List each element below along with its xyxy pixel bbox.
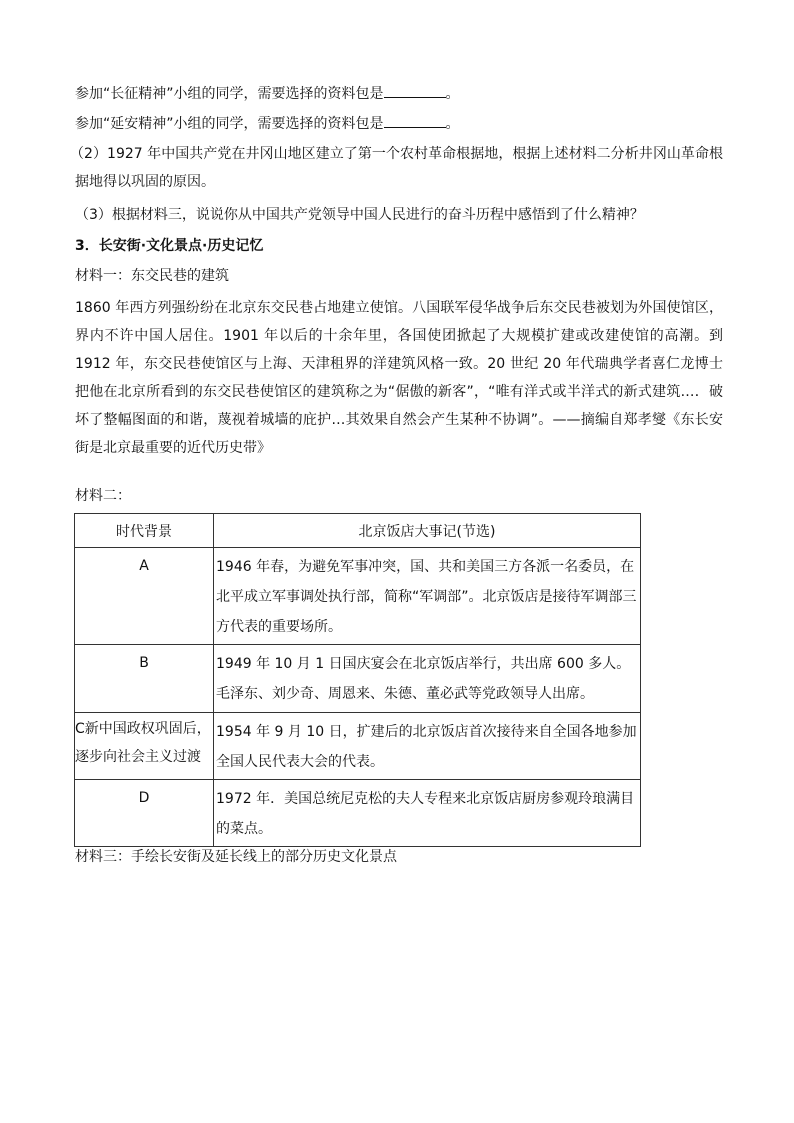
table-cell-background: A	[75, 548, 214, 645]
question-yanan-line	[75, 113, 460, 134]
table-cell-event: 1954 年 9 月 10 日，扩建后的北京饭店首次接待来自全国各地参加全国人民代表大会的代表。	[214, 713, 641, 780]
table-cell-background: C新中国政权巩固后，逐步向社会主义过渡	[75, 713, 214, 780]
question-long-march-text: 参加“长征精神”小组的同学，需要选择的资料包是	[75, 86, 384, 102]
question-long-march-line	[75, 83, 460, 104]
answer-blank-long-march[interactable]	[384, 83, 446, 98]
table-row	[75, 645, 641, 713]
table-cell-background: B	[75, 645, 214, 713]
question-3: （3）根据材料三，说说你从中国共产党领导中国人民进行的奋斗历程中感悟到了什么精神？	[75, 207, 644, 223]
material-1-text: 1860 年西方列强纷纷在北京东交民巷占地建立使馆。八国联军侵华战争后东交民巷被划为外国使馆区，界内不许中国人居住。1901 年以后的十余年里，各国使团掀起了大规模扩建或改建使馆的高潮。到 1912 年，东交民巷使馆区与上海、天津租界的洋建筑风格一致。20 世纪 20 年代瑞典学者喜仁龙博士把他在北京所看到的东交民巷使馆区的建筑称之为“倨傲的新客”，“唯有洋式或半洋式的新式建筑…．破坏了整幅图面的和谐，蔑视着城墙的庇护…其效果自然会产生某种不协调”。——摘编自郑孝燮《东长安街是北京最重要的近代历史带》	[75, 300, 723, 456]
section-3-title: 3．长安街·文化景点·历史记忆	[75, 238, 264, 254]
table-cell-background: D	[75, 780, 214, 847]
material-1-label: 材料一：东交民巷的建筑	[75, 268, 229, 284]
table-header-background: 时代背景	[75, 514, 214, 548]
table-cell-event: 1949 年 10 月 1 日国庆宴会在北京饭店举行，共出席 600 多人。毛泽东、刘少奇、周恩来、朱德、董必武等党政领导人出席。	[214, 645, 641, 713]
table-header-events: 北京饭店大事记(节选)	[214, 514, 641, 548]
table-cell-event: 1946 年春，为避免军事冲突，国、共和美国三方各派一名委员，在北平成立军事调处执行部，简称“军调部”。北京饭店是接待军调部三方代表的重要场所。	[214, 548, 641, 645]
period-mark: 。	[445, 116, 460, 132]
table-row	[75, 780, 641, 847]
table-cell-event: 1972 年．美国总统尼克松的夫人专程来北京饭店厨房参观玲琅满目的菜点。	[214, 780, 641, 847]
table-row	[75, 713, 641, 780]
material-3-label: 材料三：手绘长安街及延长线上的部分历史文化景点	[75, 849, 397, 865]
question-yanan-text: 参加“延安精神”小组的同学，需要选择的资料包是	[75, 116, 384, 132]
beijing-hotel-events-table	[74, 513, 641, 847]
material-2-label: 材料二：	[75, 488, 131, 504]
question-2: （2）1927 年中国共产党在井冈山地区建立了第一个农村革命根据地，根据上述材料二分析井冈山革命根据地得以巩固的原因。	[70, 146, 723, 190]
period-mark: 。	[445, 86, 460, 102]
table-row	[75, 548, 641, 645]
answer-blank-yanan[interactable]	[384, 113, 446, 128]
table-header-row	[75, 514, 641, 548]
